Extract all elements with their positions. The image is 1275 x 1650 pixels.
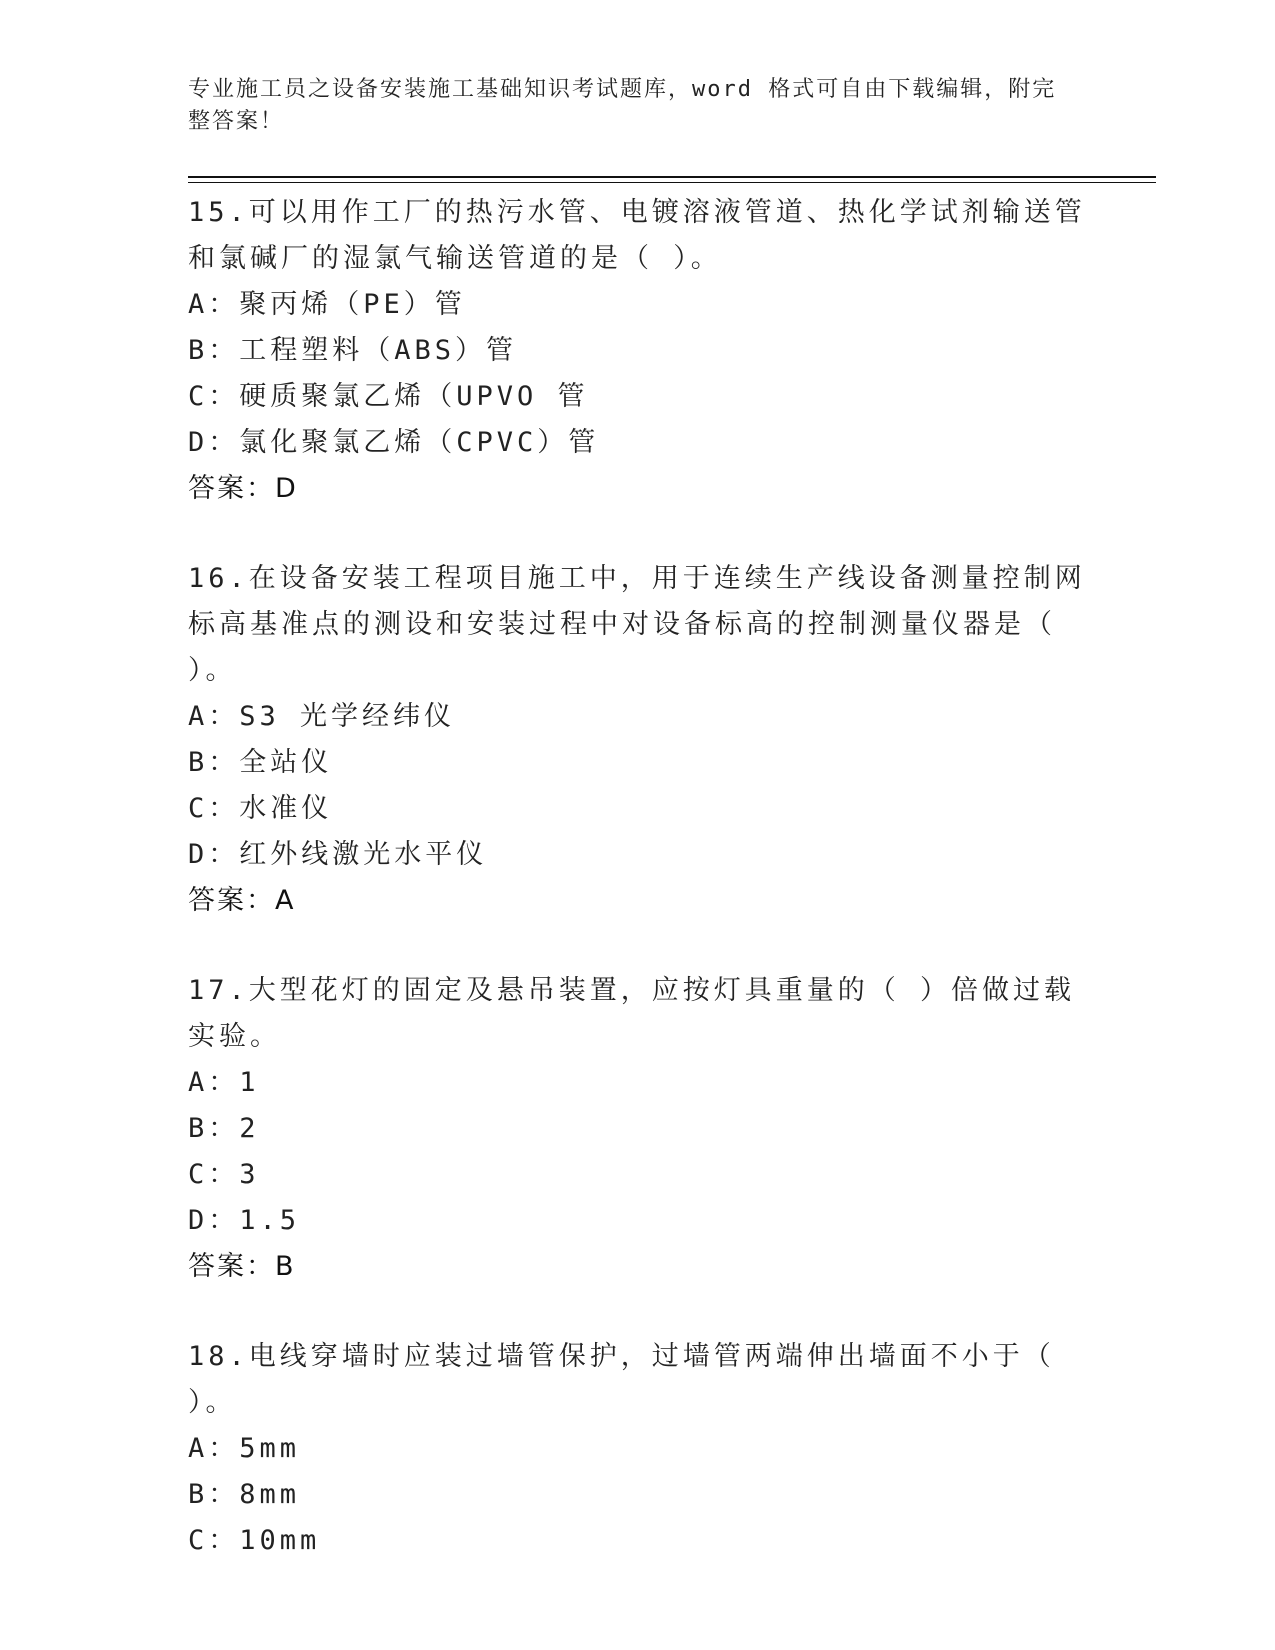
option-c: C：10mm [188,1525,321,1556]
answer-label: 答案：B [188,1251,296,1282]
question-16 [188,556,1088,924]
question-text: 17.大型花灯的固定及悬吊装置，应按灯具重量的（ ）倍做过载实验。 [188,975,1076,1052]
option-a: A：5mm [188,1433,301,1464]
questions-container [188,190,1088,1564]
option-d: D：氯化聚氯乙烯（CPVC）管 [188,427,600,458]
option-a: A：1 [188,1067,260,1098]
question-17 [188,968,1088,1290]
answer-label: 答案：D [188,473,298,504]
question-text: 16.在设备安装工程项目施工中，用于连续生产线设备测量控制网标高基准点的测设和安装过程中对设备标高的控制测量仪器是（ ）。 [188,563,1086,686]
option-c: C：水准仪 [188,793,333,824]
page-header: 专业施工员之设备安装施工基础知识考试题库，word 格式可自由下载编辑，附完整答案！ [188,77,1057,134]
question-text: 18.电线穿墙时应装过墙管保护，过墙管两端伸出墙面不小于（ ）。 [188,1341,1055,1418]
question-18 [188,1334,1088,1564]
option-b: B：工程塑料（ABS）管 [188,335,518,366]
option-c: C：3 [188,1159,260,1190]
option-b: B：全站仪 [188,747,333,778]
header-rule-thin [188,182,1156,183]
header-rule-thick [188,176,1156,178]
question-text: 15.可以用作工厂的热污水管、电镀溶液管道、热化学试剂输送管和氯碱厂的湿氯气输送管道的是（ ）。 [188,197,1086,274]
option-b: B：8mm [188,1479,301,1510]
answer-label: 答案：A [188,885,296,916]
option-c: C：硬质聚氯乙烯（UPVO 管 [188,381,589,412]
option-d: D：红外线激光水平仪 [188,839,488,870]
option-a: A：S3 光学经纬仪 [188,701,456,732]
option-b: B：2 [188,1113,260,1144]
option-a: A：聚丙烯（PE）管 [188,289,466,320]
option-d: D：1.5 [188,1205,301,1236]
question-15 [188,190,1088,512]
